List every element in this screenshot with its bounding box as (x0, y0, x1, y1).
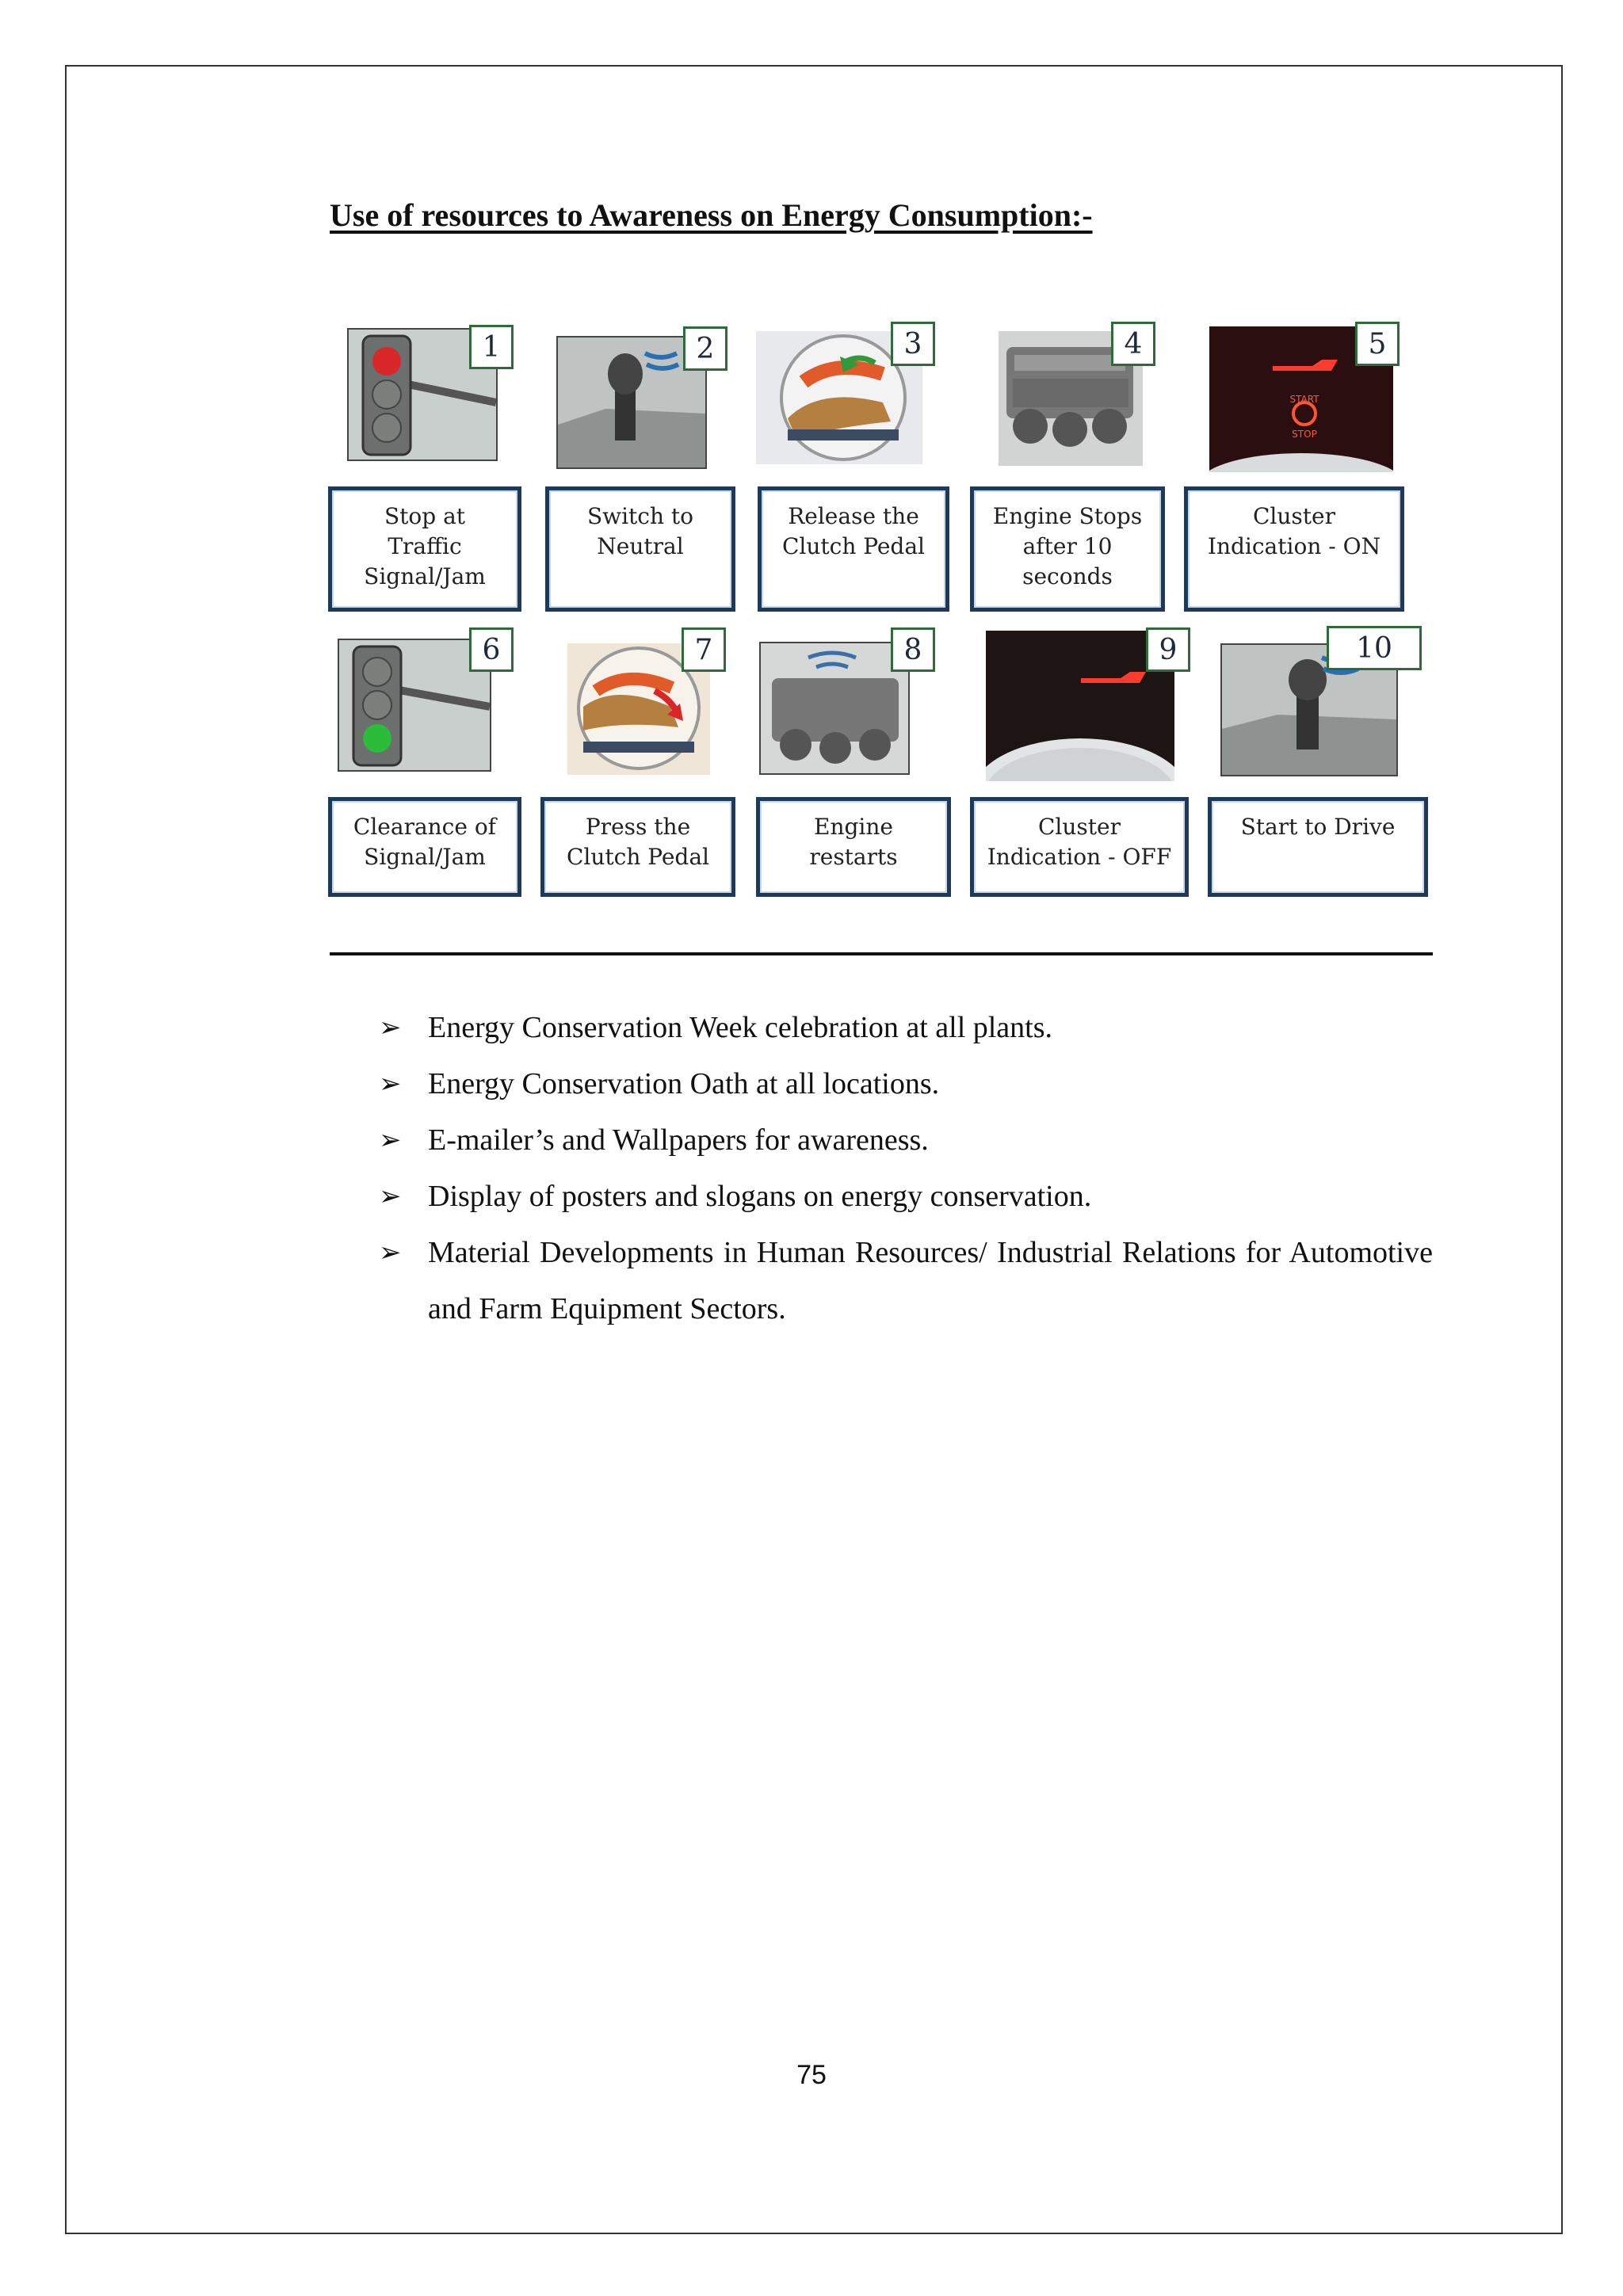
start-stop-steps-panel (328, 311, 1438, 906)
step-number-badge: 9 (1146, 627, 1190, 672)
engine-running-icon (759, 642, 910, 775)
arrow-bullet-icon: ➢ (379, 1182, 402, 1211)
arrow-bullet-icon: ➢ (379, 1013, 402, 1043)
section-divider (330, 952, 1433, 955)
page-number: 75 (796, 2060, 827, 2090)
step-caption: Cluster Indication - OFF (970, 797, 1189, 897)
step-number-badge: 6 (469, 627, 514, 672)
step-caption: Start to Drive (1208, 797, 1428, 897)
step-caption: Switch to Neutral (545, 486, 735, 612)
step-caption: Press the Clutch Pedal (540, 797, 735, 897)
arrow-bullet-icon: ➢ (379, 1126, 402, 1155)
svg-text:START: START (1289, 394, 1319, 405)
arrow-bullet-icon: ➢ (379, 1238, 402, 1268)
svg-text:STOP: STOP (1292, 429, 1317, 440)
list-item: ➢ Energy Conservation Oath at all locations. (379, 1056, 1433, 1112)
list-item: ➢ E-mailer’s and Wallpapers for awareness. (379, 1112, 1433, 1169)
list-item: ➢ Display of posters and slogans on energy conservation. (379, 1169, 1433, 1225)
step-number-badge: 2 (683, 326, 727, 371)
list-item: ➢ Material Developments in Human Resources/ Industrial Relations for Automotive and Farm Equipment Sectors. (379, 1225, 1433, 1337)
awareness-list (379, 1000, 1433, 1337)
step-number-badge: 7 (682, 627, 726, 672)
step-number-badge: 4 (1111, 322, 1155, 366)
step-caption: Release the Clutch Pedal (758, 486, 949, 612)
step-caption: Cluster Indication - ON (1184, 486, 1404, 612)
list-item: ➢ Energy Conservation Week celebration at all plants. (379, 1000, 1433, 1056)
traffic-light-green-icon (338, 639, 491, 772)
step-number-badge: 8 (891, 627, 935, 672)
step-caption: Engine restarts (756, 797, 951, 897)
step-number-badge: 10 (1327, 626, 1422, 670)
step-number-badge: 5 (1355, 322, 1400, 366)
step-caption: Clearance of Signal/Jam (328, 797, 521, 897)
step-caption: Engine Stops after 10 seconds (970, 486, 1165, 612)
step-number-badge: 3 (891, 322, 935, 366)
page-heading: Use of resources to Awareness on Energy Consumption:- (330, 197, 1093, 233)
step-number-badge: 1 (469, 325, 514, 369)
step-caption: Stop at Traffic Signal/Jam (328, 486, 521, 612)
arrow-bullet-icon: ➢ (379, 1070, 402, 1099)
